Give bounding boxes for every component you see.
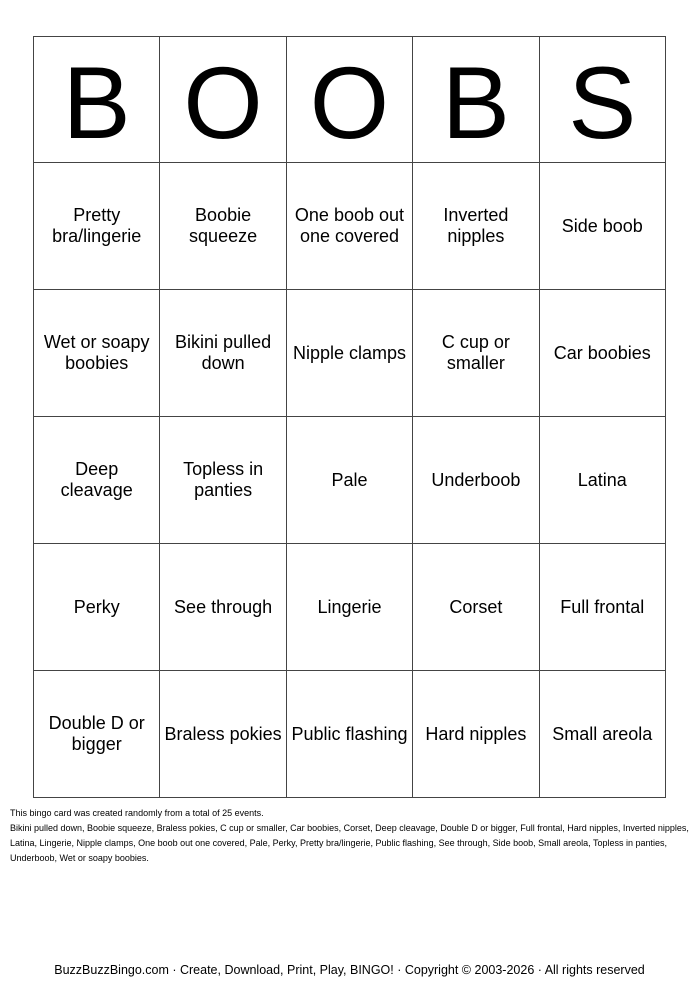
card-cell: Full frontal	[539, 544, 665, 671]
card-cell: Boobie squeeze	[160, 163, 286, 290]
card-cell: Inverted nipples	[413, 163, 539, 290]
card-cell: One boob out one covered	[286, 163, 412, 290]
card-cell: Pale	[286, 417, 412, 544]
note-summary: This bingo card was created randomly from a total of 25 events.	[10, 808, 264, 818]
card-cell: Side boob	[539, 163, 665, 290]
card-cell: Deep cleavage	[34, 417, 160, 544]
card-note	[10, 806, 690, 866]
card-cell: Small areola	[539, 671, 665, 798]
card-cell: Car boobies	[539, 290, 665, 417]
header-letter: B	[34, 37, 160, 163]
card-cell: C cup or smaller	[413, 290, 539, 417]
card-cell: Topless in panties	[160, 417, 286, 544]
bingo-card	[33, 36, 666, 798]
card-cell: Bikini pulled down	[160, 290, 286, 417]
card-row	[34, 544, 666, 671]
card-row	[34, 671, 666, 798]
card-cell: Pretty bra/lingerie	[34, 163, 160, 290]
card-row	[34, 163, 666, 290]
header-row	[34, 37, 666, 163]
card-cell: See through	[160, 544, 286, 671]
card-cell: Braless pokies	[160, 671, 286, 798]
card-cell: Latina	[539, 417, 665, 544]
card-cell: Wet or soapy boobies	[34, 290, 160, 417]
card-cell: Corset	[413, 544, 539, 671]
footer-copyright: BuzzBuzzBingo.com · Create, Download, Print, Play, BINGO! · Copyright © 2003-2026 · All rights reserved	[54, 963, 645, 977]
card-cell: Public flashing	[286, 671, 412, 798]
card-row	[34, 290, 666, 417]
header-letter: O	[286, 37, 412, 163]
card-cell: Perky	[34, 544, 160, 671]
card-cell: Double D or bigger	[34, 671, 160, 798]
header-letter: O	[160, 37, 286, 163]
card-cell: Nipple clamps	[286, 290, 412, 417]
card-cell: Underboob	[413, 417, 539, 544]
card-cell: Hard nipples	[413, 671, 539, 798]
card-row	[34, 417, 666, 544]
note-event-list: Bikini pulled down, Boobie squeeze, Braless pokies, C cup or smaller, Car boobies, Corset, Deep cleavage, Double D or bigger, Full frontal, Hard nipples, Inverted nipples, Latina, Lingerie, Nipple clamps, One boob out one covered, Pale, Perky, Pretty bra/lingerie, Public flashing, See through, Side boob, Small areola, Topless in panties, Underboob, Wet or soapy boobies.	[10, 823, 689, 863]
card-cell: Lingerie	[286, 544, 412, 671]
header-letter: B	[413, 37, 539, 163]
header-letter: S	[539, 37, 665, 163]
